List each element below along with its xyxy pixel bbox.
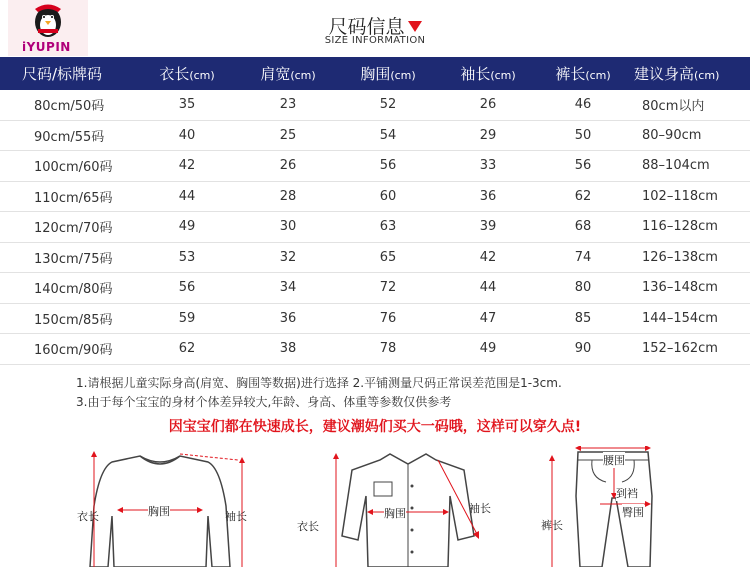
pants-hip-label: 臀围 <box>622 506 644 519</box>
table-cell: 140cm/80码 <box>0 273 136 304</box>
table-cell: 34 <box>238 273 338 304</box>
table-cell: 56 <box>538 151 628 182</box>
table-row <box>0 212 750 243</box>
table-cell: 35 <box>136 90 238 120</box>
table-cell: 50 <box>538 120 628 151</box>
table-row <box>0 273 750 304</box>
table-cell: 102–118cm <box>628 181 750 212</box>
table-cell: 78 <box>338 334 438 365</box>
table-cell: 65 <box>338 242 438 273</box>
table-cell: 80cm/50码 <box>0 90 136 120</box>
table-cell: 80 <box>538 273 628 304</box>
pants-waist-label: 腰围 <box>603 454 625 467</box>
table-cell: 42 <box>136 151 238 182</box>
column-header-unit: (cm) <box>585 69 611 82</box>
table-cell: 110cm/65码 <box>0 181 136 212</box>
note-line-1: 1.请根据儿童实际身高(肩宽、胸围等数据)进行选择 2.平铺测量尺码正常误差范围是1-3cm. <box>76 376 562 390</box>
shirt-sleeve-label: 袖长 <box>469 502 491 515</box>
table-cell: 38 <box>238 334 338 365</box>
column-header <box>338 57 438 90</box>
table-body <box>0 90 750 364</box>
column-header-label: 胸围 <box>360 65 391 83</box>
table-cell: 29 <box>438 120 538 151</box>
table-cell: 80cm以内 <box>628 90 750 120</box>
table-cell: 160cm/90码 <box>0 334 136 365</box>
table-cell: 76 <box>338 303 438 334</box>
table-row <box>0 334 750 365</box>
title-text: 尺码信息 <box>328 16 405 38</box>
table-cell: 62 <box>136 334 238 365</box>
column-header-unit: (cm) <box>290 69 316 82</box>
page-subtitle: SIZE INFORMATION <box>324 35 426 46</box>
table-cell: 88–104cm <box>628 151 750 182</box>
table-cell: 150cm/85码 <box>0 303 136 334</box>
table-cell: 42 <box>438 242 538 273</box>
table-cell: 74 <box>538 242 628 273</box>
column-header <box>538 57 628 90</box>
table-cell: 40 <box>136 120 238 151</box>
table-cell: 49 <box>438 334 538 365</box>
triangle-down-icon <box>408 21 422 32</box>
table-cell: 49 <box>136 212 238 243</box>
table-cell: 72 <box>338 273 438 304</box>
table-cell: 144–154cm <box>628 303 750 334</box>
size-table <box>0 57 750 365</box>
column-header <box>628 57 750 90</box>
sweater-diagram <box>80 446 260 567</box>
table-cell: 30 <box>238 212 338 243</box>
shirt-chest-label: 胸围 <box>384 507 406 520</box>
column-header <box>136 57 238 90</box>
brand-name: iYUPIN <box>22 40 71 54</box>
table-cell: 47 <box>438 303 538 334</box>
table-row <box>0 303 750 334</box>
table-cell: 44 <box>438 273 538 304</box>
table-cell: 46 <box>538 90 628 120</box>
column-header-label: 肩宽 <box>260 65 291 83</box>
table-cell: 60 <box>338 181 438 212</box>
table-row <box>0 90 750 120</box>
sweater-length-label: 衣长 <box>77 510 99 523</box>
table-cell: 56 <box>136 273 238 304</box>
table-cell: 136–148cm <box>628 273 750 304</box>
table-cell: 36 <box>238 303 338 334</box>
table-cell: 28 <box>238 181 338 212</box>
table-row <box>0 151 750 182</box>
column-header-label: 建议身高 <box>634 65 695 83</box>
table-cell: 36 <box>438 181 538 212</box>
warning-text: 因宝宝们都在快速成长，建议潮妈们买大一码哦，这样可以穿久点! <box>168 419 582 435</box>
column-header-label: 衣长 <box>159 65 190 83</box>
table-cell: 23 <box>238 90 338 120</box>
column-header <box>238 57 338 90</box>
table-cell: 32 <box>238 242 338 273</box>
table-cell: 44 <box>136 181 238 212</box>
table-cell: 68 <box>538 212 628 243</box>
sweater-chest-label: 胸围 <box>148 505 170 518</box>
table-row <box>0 181 750 212</box>
column-header-unit: (cm) <box>490 69 516 82</box>
sweater-sleeve-label: 袖长 <box>225 510 247 523</box>
table-cell: 54 <box>338 120 438 151</box>
table-cell: 62 <box>538 181 628 212</box>
table-cell: 85 <box>538 303 628 334</box>
table-cell: 90 <box>538 334 628 365</box>
table-cell: 120cm/70码 <box>0 212 136 243</box>
table-cell: 33 <box>438 151 538 182</box>
table-cell: 126–138cm <box>628 242 750 273</box>
table-header-row <box>0 57 750 90</box>
column-header-label: 尺码/标牌码 <box>22 65 103 83</box>
column-header <box>438 57 538 90</box>
table-cell: 39 <box>438 212 538 243</box>
table-cell: 26 <box>438 90 538 120</box>
table-cell: 26 <box>238 151 338 182</box>
table-cell: 130cm/75码 <box>0 242 136 273</box>
table-cell: 90cm/55码 <box>0 120 136 151</box>
table-cell: 56 <box>338 151 438 182</box>
pants-crotch-label: 到裆 <box>616 487 638 500</box>
table-cell: 59 <box>136 303 238 334</box>
table-cell: 52 <box>338 90 438 120</box>
column-header-unit: (cm) <box>694 69 720 82</box>
table-cell: 53 <box>136 242 238 273</box>
shirt-length-label: 衣长 <box>297 520 319 533</box>
table-row <box>0 242 750 273</box>
table-cell: 25 <box>238 120 338 151</box>
table-cell: 80–90cm <box>628 120 750 151</box>
column-header-unit: (cm) <box>390 69 416 82</box>
table-cell: 100cm/60码 <box>0 151 136 182</box>
table-row <box>0 120 750 151</box>
table-cell: 63 <box>338 212 438 243</box>
pants-length-label: 裤长 <box>541 519 563 532</box>
column-header-unit: (cm) <box>189 69 215 82</box>
column-header-label: 袖长 <box>460 65 491 83</box>
table-cell: 152–162cm <box>628 334 750 365</box>
column-header <box>0 57 136 90</box>
column-header-label: 裤长 <box>555 65 586 83</box>
table-cell: 116–128cm <box>628 212 750 243</box>
note-line-2: 3.由于每个宝宝的身材个体差异较大,年龄、身高、体重等参数仅供参考 <box>76 395 452 409</box>
